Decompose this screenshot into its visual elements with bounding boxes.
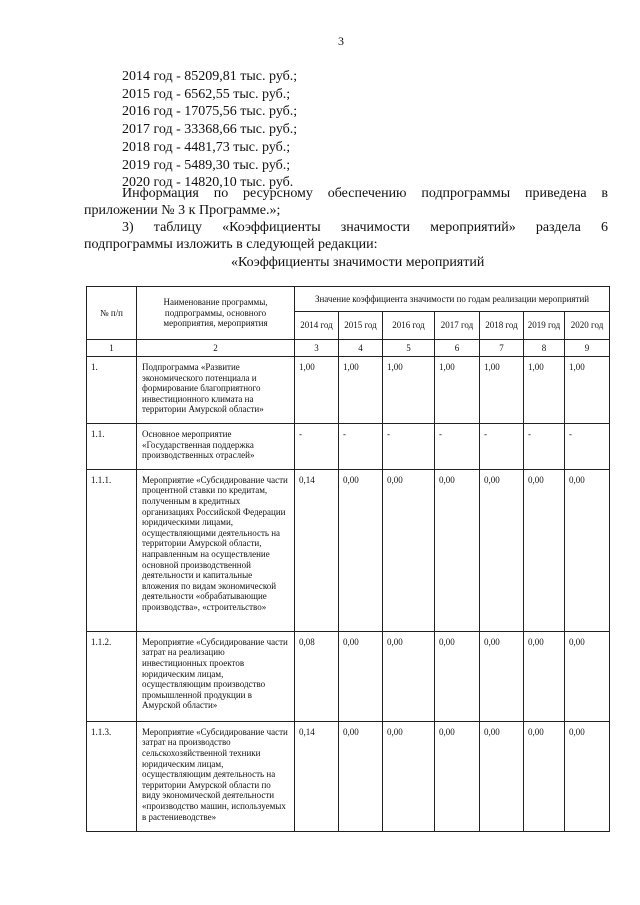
row-value: 0,00 [435, 721, 480, 831]
column-number: 4 [339, 340, 383, 357]
row-name: Подпрограмма «Развитие экономического потенциала и формирование благоприятного инвестиционного климата на территории Амурской области» [137, 357, 295, 424]
row-value: 0,00 [480, 631, 524, 721]
row-value: 0,14 [295, 721, 339, 831]
row-value: - [339, 423, 383, 469]
row-value: 0,00 [524, 469, 565, 631]
row-value: 0,00 [383, 469, 435, 631]
budget-lines [122, 68, 297, 192]
row-name: Мероприятие «Субсидирование части затрат на реализацию инвестиционных проектов юридическим лицам, осуществляющим производство промышленной продукции в Амурской области» [137, 631, 295, 721]
row-value: 1,00 [480, 357, 524, 424]
column-number: 5 [383, 340, 435, 357]
row-value: 0,14 [295, 469, 339, 631]
row-value: 0,00 [565, 469, 610, 631]
column-number: 7 [480, 340, 524, 357]
column-number: 1 [87, 340, 137, 357]
row-value: - [565, 423, 610, 469]
header-year: 2018 год [480, 312, 524, 340]
row-value: 0,00 [435, 469, 480, 631]
budget-line: 2014 год - 85209,81 тыс. руб.; [122, 69, 298, 84]
paragraph-resource-info-line1: Информация по ресурсному обеспечению подпрограммы приведена в [122, 186, 608, 201]
row-value: 1,00 [295, 357, 339, 424]
budget-line: 2018 год - 4481,73 тыс. руб.; [122, 139, 291, 155]
paragraph-resource-info-line2: приложении № 3 к Программе.»; [84, 203, 281, 218]
table-title: «Коэффициенты значимости мероприятий [231, 255, 485, 270]
row-value: 0,00 [480, 469, 524, 631]
row-index: 1.1. [87, 423, 137, 469]
table-row [87, 423, 610, 469]
row-value: - [435, 423, 480, 469]
row-value: 0,00 [383, 721, 435, 831]
table-row [87, 469, 610, 631]
header-year: 2016 год [383, 312, 435, 340]
row-value: - [480, 423, 524, 469]
row-value: 1,00 [435, 357, 480, 424]
budget-line: 2019 год - 5489,30 тыс. руб.; [122, 157, 291, 173]
header-name: Наименование программы, подпрограммы, основного мероприятия, мероприятия [137, 287, 295, 340]
column-number: 6 [435, 340, 480, 357]
row-value: 0,00 [480, 721, 524, 831]
row-value: 0,00 [383, 631, 435, 721]
row-index: 1. [87, 357, 137, 424]
header-year: 2014 год [295, 312, 339, 340]
table-header-row [87, 287, 610, 312]
column-number: 9 [565, 340, 610, 357]
column-number: 2 [137, 340, 295, 357]
row-value: 1,00 [524, 357, 565, 424]
header-year: 2019 год [524, 312, 565, 340]
row-name: Мероприятие «Субсидирование части процентной ставки по кредитам, полученным в кредитных организациях Российской Федерации юридическими лицами, осуществляющими деятельность на территории Амурской области, направленным на осуществление основной производственной деятельности и капитальные вложения по видам экономической деятельности «обрабатывающие производства», «строительство» [137, 469, 295, 631]
row-name: Основное мероприятие «Государственная поддержка производственных отраслей» [137, 423, 295, 469]
row-value: 0,00 [565, 631, 610, 721]
row-value: 1,00 [383, 357, 435, 424]
header-index: № п/п [87, 287, 137, 340]
paragraph-table-edit-line1: 3) таблицу «Коэффициенты значимости мероприятий» раздела 6 [122, 220, 608, 235]
column-number: 8 [524, 340, 565, 357]
table-row [87, 721, 610, 831]
row-value: 0,00 [339, 469, 383, 631]
row-value: 1,00 [565, 357, 610, 424]
page-number: 3 [338, 34, 344, 48]
column-number: 3 [295, 340, 339, 357]
budget-line: 2015 год - 6562,55 тыс. руб.; [122, 86, 291, 102]
header-year: 2015 год [339, 312, 383, 340]
paragraph-table-edit-line2: подпрограммы изложить в следующей редакции: [84, 237, 378, 252]
row-value: 0,00 [339, 721, 383, 831]
table-row [87, 631, 610, 721]
header-year: 2020 год [565, 312, 610, 340]
row-index: 1.1.3. [87, 721, 137, 831]
row-value: 0,00 [524, 721, 565, 831]
row-value: - [383, 423, 435, 469]
row-index: 1.1.1. [87, 469, 137, 631]
row-value: - [524, 423, 565, 469]
header-values-group: Значение коэффициента значимости по годам реализации мероприятий [295, 287, 610, 312]
budget-line: 2017 год - 33368,66 тыс. руб.; [122, 122, 298, 138]
table-row [87, 357, 610, 424]
budget-line: 2016 год - 17075,56 тыс. руб.; [122, 104, 298, 120]
row-value: 0,00 [565, 721, 610, 831]
budget-line: 2020 год - 14820,10 тыс. руб. [122, 175, 294, 191]
row-value: 1,00 [339, 357, 383, 424]
row-value: 0,00 [435, 631, 480, 721]
header-year: 2017 год [435, 312, 480, 340]
row-index: 1.1.2. [87, 631, 137, 721]
column-numbers-row [87, 340, 610, 357]
row-value: 0,00 [524, 631, 565, 721]
coefficients-table [86, 286, 610, 832]
row-value: 0,08 [295, 631, 339, 721]
row-value: 0,00 [339, 631, 383, 721]
row-value: - [295, 423, 339, 469]
row-name: Мероприятие «Субсидирование части затрат на производство сельскохозяйственной техники юридическим лицам, осуществляющим деятельность на территории Амурской области по виду экономической деятельности «производство машин, используемых в растениеводстве» [137, 721, 295, 831]
